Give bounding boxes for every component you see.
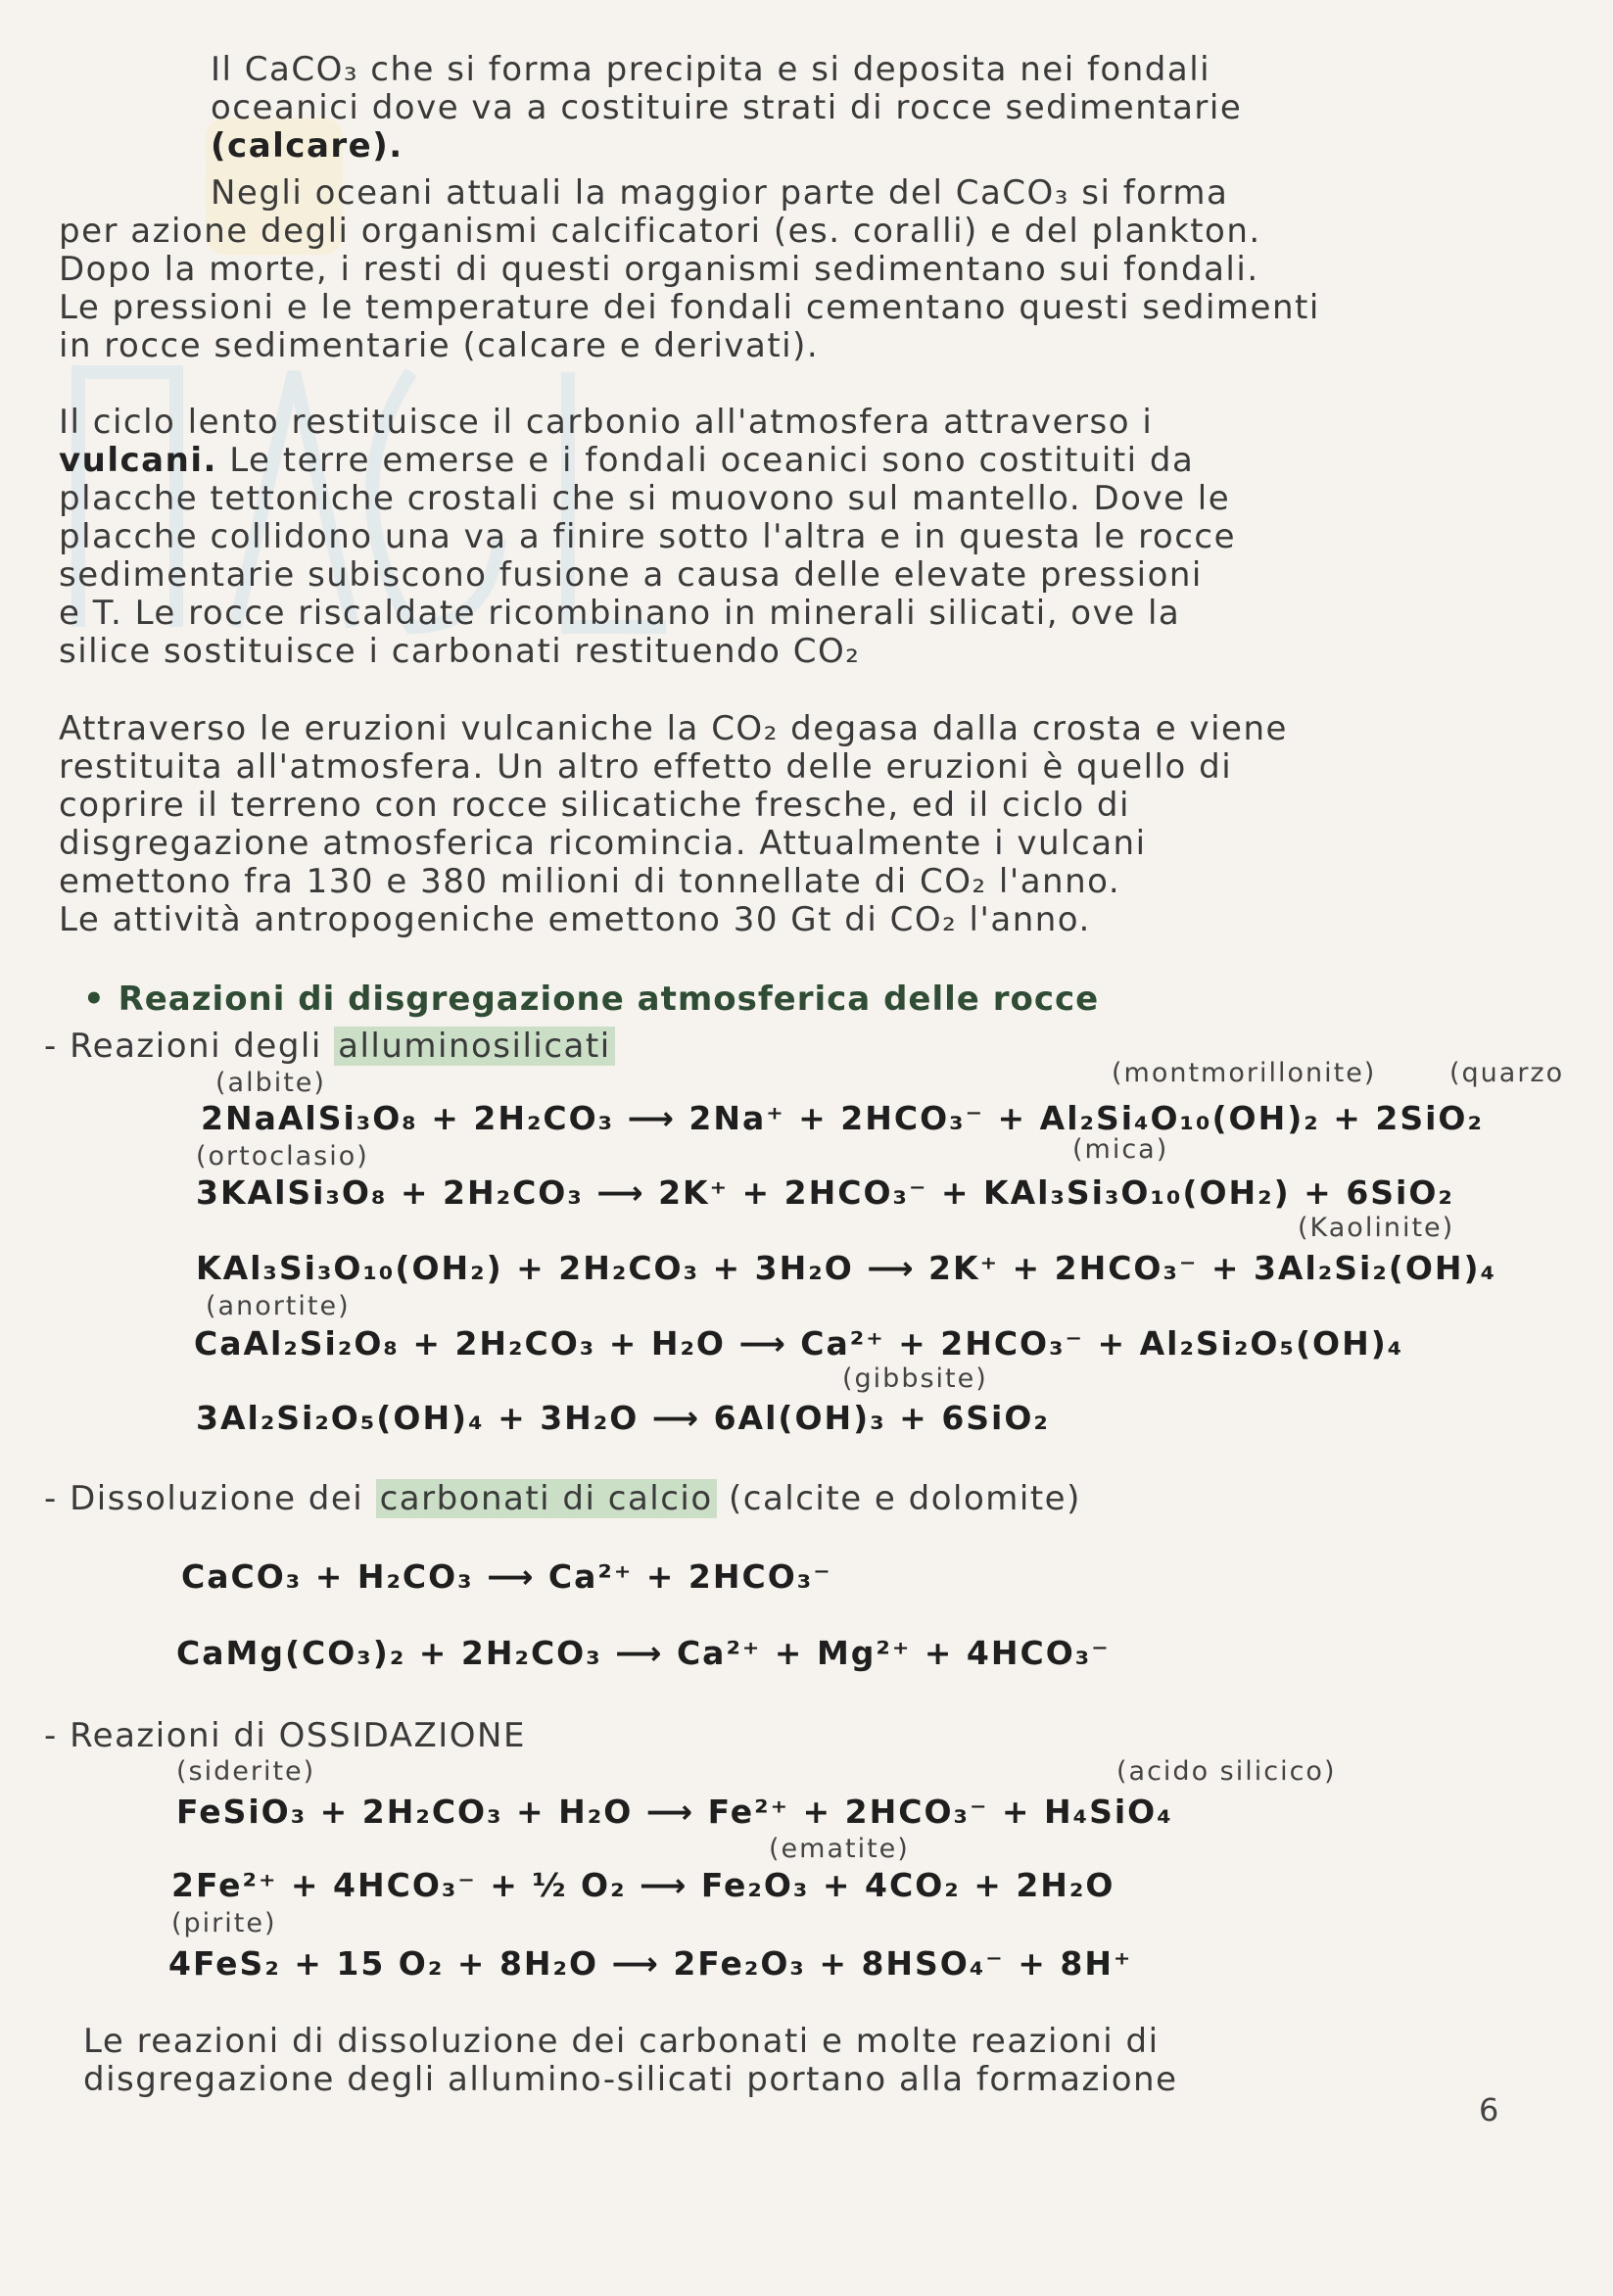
equation-calcite: CaCO₃ + H₂CO₃ ⟶ Ca²⁺ + 2HCO₃⁻ bbox=[181, 1557, 832, 1596]
paragraph-conclusione bbox=[83, 2023, 1178, 2099]
text-line: restituita all'atmosfera. Un altro effetto delle eruzioni è quello di bbox=[59, 747, 1233, 787]
vulcani-bold: vulcani. bbox=[59, 441, 217, 480]
page-number: 6 bbox=[1479, 2091, 1499, 2129]
label-ematite: (ematite) bbox=[769, 1834, 910, 1864]
equation-mica: KAl₃Si₃O₁₀(OH₂) + 2H₂CO₃ + 3H₂O ⟶ 2K⁺ + 2HCO₃⁻ + 3Al₂Si₂(OH)₄ bbox=[196, 1249, 1497, 1287]
label-anortite: (anortite) bbox=[206, 1291, 351, 1321]
text-line-vulcani bbox=[59, 442, 1236, 480]
label-acido-silicico: (acido silicico) bbox=[1116, 1756, 1337, 1787]
text-line: emettono fra 130 e 380 milioni di tonnellate di CO₂ l'anno. bbox=[59, 862, 1121, 901]
label-mica: (mica) bbox=[1072, 1134, 1169, 1165]
text-line: placche tettoniche crostali che si muovono sul mantello. Dove le bbox=[59, 479, 1231, 518]
text-line: Le attività antropogeniche emettono 30 Gt di CO₂ l'anno. bbox=[59, 900, 1091, 939]
highlight-alluminosilicati: alluminosilicati bbox=[334, 1027, 615, 1066]
paragraph-caco3-deposit bbox=[211, 51, 1242, 166]
label-quarzo: (quarzo bbox=[1449, 1058, 1565, 1088]
text-line: disgregazione degli allumino-silicati portano alla formazione bbox=[83, 2060, 1178, 2099]
subsection-alluminosilicati bbox=[44, 1027, 615, 1066]
text-line: Il CaCO₃ che si forma precipita e si deposita nei fondali bbox=[211, 50, 1211, 89]
text-line: e T. Le rocce riscaldate ricombinano in minerali silicati, ove la bbox=[59, 594, 1181, 633]
subsection-suffix: (calcite e dolomite) bbox=[716, 1479, 1081, 1518]
equation-anortite: CaAl₂Si₂O₈ + 2H₂CO₃ + H₂O ⟶ Ca²⁺ + 2HCO₃⁻ + Al₂Si₂O₅(OH)₄ bbox=[194, 1324, 1404, 1363]
text-line: Attraverso le eruzioni vulcaniche la CO₂ degasa dalla crosta e viene bbox=[59, 709, 1288, 748]
text-line-calcare: (calcare). bbox=[211, 126, 403, 166]
text-line: placche collidono una va a finire sotto l'altra e in questa le rocce bbox=[59, 517, 1237, 556]
paragraph-eruzioni bbox=[59, 710, 1288, 939]
label-siderite: (siderite) bbox=[176, 1756, 316, 1787]
label-pirite: (pirite) bbox=[171, 1908, 277, 1938]
equation-pirite: 4FeS₂ + 15 O₂ + 8H₂O ⟶ 2Fe₂O₃ + 8HSO₄⁻ + 8H⁺ bbox=[168, 1944, 1133, 1983]
text-line: Dopo la morte, i resti di questi organismi sedimentano sui fondali. bbox=[59, 250, 1259, 289]
equation-albite: 2NaAlSi₃O₈ + 2H₂CO₃ ⟶ 2Na⁺ + 2HCO₃⁻ + Al₂Si₄O₁₀(OH)₂ + 2SiO₂ bbox=[201, 1099, 1484, 1137]
label-kaolinite: (Kaolinite) bbox=[1298, 1213, 1455, 1243]
equation-ortoclasio: 3KAlSi₃O₈ + 2H₂CO₃ ⟶ 2K⁺ + 2HCO₃⁻ + KAl₃Si₃O₁₀(OH₂) + 6SiO₂ bbox=[196, 1173, 1454, 1212]
equation-siderite: FeSiO₃ + 2H₂CO₃ + H₂O ⟶ Fe²⁺ + 2HCO₃⁻ + H₄SiO₄ bbox=[176, 1793, 1173, 1831]
equation-gibbsite: 3Al₂Si₂O₅(OH)₄ + 3H₂O ⟶ 6Al(OH)₃ + 6SiO₂ bbox=[196, 1399, 1050, 1437]
text-line: Le pressioni e le temperature dei fondali cementano questi sedimenti bbox=[59, 288, 1320, 327]
text-line: Le reazioni di dissoluzione dei carbonati e molte reazioni di bbox=[83, 2022, 1160, 2061]
label-montmorillonite: (montmorillonite) bbox=[1112, 1058, 1377, 1088]
label-albite: (albite) bbox=[215, 1068, 326, 1098]
text-line: sedimentarie subiscono fusione a causa delle elevate pressioni bbox=[59, 555, 1203, 595]
paragraph-oceani-attuali bbox=[59, 174, 1320, 365]
subsection-prefix: - Reazioni degli bbox=[44, 1027, 335, 1066]
text-line: per azione degli organismi calcificatori (es. coralli) e del plankton. bbox=[59, 212, 1261, 251]
paragraph-ciclo-lento bbox=[59, 404, 1236, 671]
equation-dolomite: CaMg(CO₃)₂ + 2H₂CO₃ ⟶ Ca²⁺ + Mg²⁺ + 4HCO₃⁻ bbox=[176, 1634, 1111, 1672]
subsection-prefix: - Dissoluzione dei bbox=[44, 1479, 376, 1518]
section-title: • Reazioni di disgregazione atmosferica delle rocce bbox=[83, 980, 1100, 1019]
highlight-carbonati: carbonati di calcio bbox=[376, 1479, 717, 1518]
text-line: oceanici dove va a costituire strati di rocce sedimentarie bbox=[211, 88, 1243, 127]
text-line: Negli oceani attuali la maggior parte del CaCO₃ si forma bbox=[211, 173, 1229, 213]
subsection-ossidazione: - Reazioni di OSSIDAZIONE bbox=[44, 1716, 526, 1755]
equation-ematite: 2Fe²⁺ + 4HCO₃⁻ + ½ O₂ ⟶ Fe₂O₃ + 4CO₂ + 2H₂O bbox=[171, 1866, 1115, 1904]
text-line: coprire il terreno con rocce silicatiche fresche, ed il ciclo di bbox=[59, 786, 1130, 825]
text-line: silice sostituisce i carbonati restituendo CO₂ bbox=[59, 632, 861, 671]
text-line: disgregazione atmosferica ricomincia. Attualmente i vulcani bbox=[59, 824, 1147, 863]
text-fragment: Le terre emerse e i fondali oceanici sono costituiti da bbox=[216, 441, 1195, 480]
subsection-carbonati bbox=[44, 1479, 1081, 1518]
text-line: Il ciclo lento restituisce il carbonio all'atmosfera attraverso i bbox=[59, 403, 1154, 442]
text-line: in rocce sedimentarie (calcare e derivati). bbox=[59, 326, 820, 365]
label-gibbsite: (gibbsite) bbox=[842, 1363, 988, 1394]
label-ortoclasio: (ortoclasio) bbox=[196, 1141, 369, 1172]
